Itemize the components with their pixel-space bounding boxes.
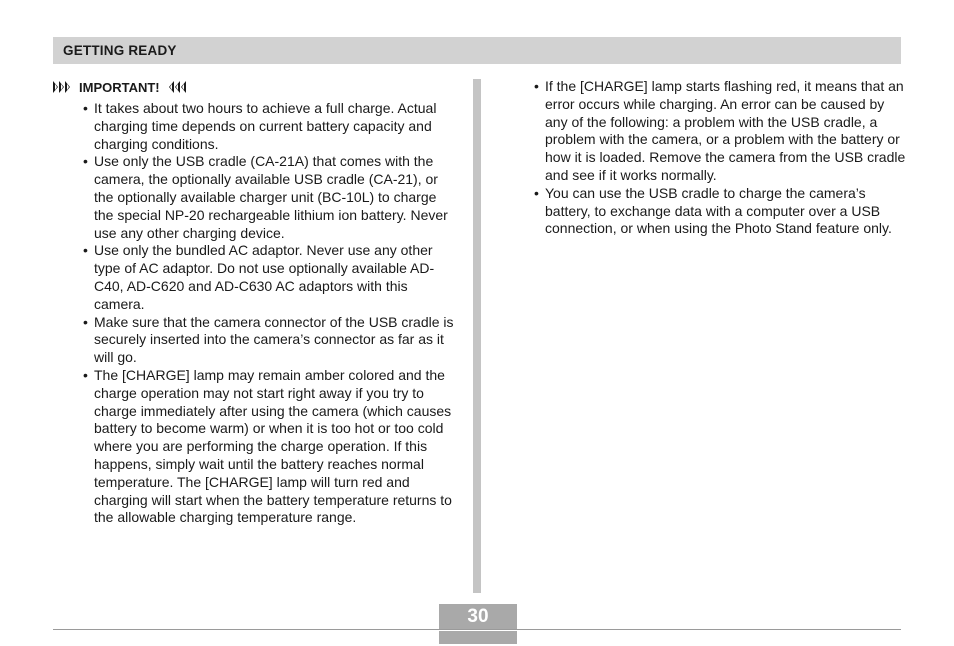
list-item-text: If the [CHARGE] lamp starts flashing red, it means that an error occurs while charging. An error can be caused by any of the following: a problem with the USB cradle, a problem with the camera, or a problem with the battery or how it is loaded. Remove the camera from the USB cradle and see if it works normally. — [545, 78, 906, 183]
list-item — [83, 314, 455, 367]
list-item — [534, 78, 906, 185]
list-item-text: Make sure that the camera connector of the USB cradle is securely inserted into the camera’s connector as far as it will go. — [94, 313, 454, 366]
bullet: • — [83, 153, 88, 170]
list-item — [534, 185, 906, 238]
page-number-box-base — [439, 631, 517, 644]
section-header-bar — [53, 37, 901, 64]
section-title: GETTING READY — [63, 43, 177, 58]
important-label: IMPORTANT! — [79, 79, 160, 95]
bullet: • — [83, 100, 88, 116]
bullet: • — [534, 184, 539, 201]
list-item — [83, 367, 455, 527]
list-item-text: You can use the USB cradle to charge the camera’s battery, to exchange data with a computer over a USB connection, or when using the Photo Stand feature only. — [545, 184, 892, 237]
footer-rule — [53, 629, 901, 630]
important-heading — [53, 79, 186, 95]
list-item-text: Use only the USB cradle (CA-21A) that comes with the camera, the optionally available USB cradle (CA-21), or the optionally available charger unit (BC-10L) to charge the special NP-20 rechargeable lithium ion battery. Never use any other charging device. — [94, 153, 448, 241]
bullet: • — [83, 313, 88, 330]
arrows-left-icon — [166, 81, 186, 93]
bullet: • — [534, 78, 539, 94]
list-item — [83, 242, 455, 313]
column-divider — [473, 79, 481, 593]
list-item-text: The [CHARGE] lamp may remain amber colored and the charge operation may not start right away if you try to charge immediately after using the camera (which causes battery to become warm) or when it is too hot or too cold where you are performing the charge operation. If this happens, simply wait until the battery reaches normal temperature. The [CHARGE] lamp will turn red and charging will start when the battery temperature returns to the allowable charging temperature range. — [94, 366, 452, 526]
left-column — [83, 100, 455, 527]
page-number: 30 — [467, 606, 489, 627]
bullet: • — [83, 366, 88, 383]
list-item — [83, 100, 455, 153]
list-item — [83, 153, 455, 242]
arrows-right-icon — [53, 81, 73, 93]
page-number-box — [439, 604, 517, 629]
right-column — [534, 78, 906, 238]
list-item-text: It takes about two hours to achieve a full charge. Actual charging time depends on current battery capacity and charging conditions. — [94, 100, 437, 152]
bullet: • — [83, 242, 88, 259]
list-item-text: Use only the bundled AC adaptor. Never use any other type of AC adaptor. Do not use optionally available AD-C40, AD-C620 and AD-C630 AC adaptors with this camera. — [94, 242, 435, 312]
